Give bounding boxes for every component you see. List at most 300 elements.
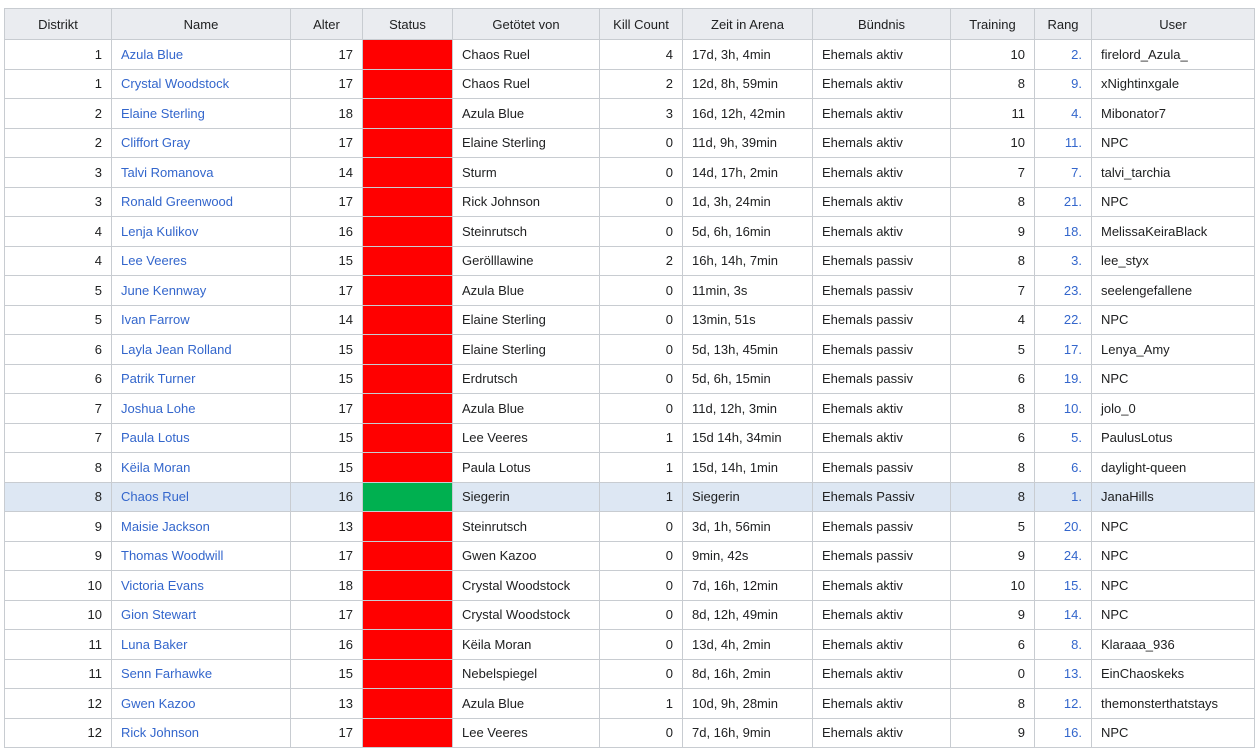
cell-killed-by: Chaos Ruel — [453, 69, 600, 99]
cell-time-in-arena: 16d, 12h, 42min — [683, 99, 813, 129]
cell-killed-by: Azula Blue — [453, 394, 600, 424]
cell-rank-link — [1035, 600, 1092, 630]
status-indicator-dead — [363, 659, 453, 689]
cell-name-link[interactable]: Victoria Evans — [121, 577, 204, 593]
status-indicator-dead — [363, 335, 453, 365]
col-header-rank[interactable]: Rang — [1035, 9, 1092, 40]
cell-name-link — [112, 305, 291, 335]
cell-alter: 15 — [291, 246, 363, 276]
cell-alter: 13 — [291, 689, 363, 719]
cell-name-link[interactable]: Elaine Sterling — [121, 105, 205, 121]
cell-killed-by: Rick Johnson — [453, 187, 600, 217]
cell-distrikt: 10 — [5, 600, 112, 630]
cell-training: 10 — [951, 128, 1035, 158]
col-header-time-in-arena[interactable]: Zeit in Arena — [683, 9, 813, 40]
cell-user: Klaraaa_936 — [1092, 630, 1255, 660]
cell-rank-link[interactable]: 9. — [1071, 76, 1082, 92]
cell-rank-link — [1035, 99, 1092, 129]
cell-time-in-arena: 14d, 17h, 2min — [683, 158, 813, 188]
cell-distrikt: 3 — [5, 158, 112, 188]
cell-user: Lenya_Amy — [1092, 335, 1255, 365]
cell-distrikt: 1 — [5, 69, 112, 99]
cell-rank-link — [1035, 158, 1092, 188]
cell-name-link — [112, 600, 291, 630]
cell-training: 5 — [951, 512, 1035, 542]
cell-name-link — [112, 335, 291, 365]
cell-distrikt: 11 — [5, 630, 112, 660]
cell-alliance: Ehemals aktiv — [813, 659, 951, 689]
cell-name-link[interactable]: June Kennway — [121, 282, 207, 298]
cell-time-in-arena: 11d, 9h, 39min — [683, 128, 813, 158]
cell-training: 7 — [951, 158, 1035, 188]
cell-rank-link[interactable]: 13. — [1063, 666, 1082, 682]
cell-training: 10 — [951, 571, 1035, 601]
cell-rank-link[interactable]: 4. — [1071, 105, 1082, 121]
table-row — [5, 541, 1255, 571]
cell-name-link — [112, 364, 291, 394]
cell-user: NPC — [1092, 128, 1255, 158]
cell-name-link — [112, 630, 291, 660]
cell-alter: 16 — [291, 217, 363, 247]
cell-training: 7 — [951, 276, 1035, 306]
cell-training: 6 — [951, 423, 1035, 453]
cell-user: xNightinxgale — [1092, 69, 1255, 99]
cell-rank-link — [1035, 128, 1092, 158]
status-indicator-dead — [363, 40, 453, 70]
col-header-kill-count[interactable]: Kill Count — [600, 9, 683, 40]
cell-alter: 17 — [291, 69, 363, 99]
cell-alliance: Ehemals aktiv — [813, 689, 951, 719]
cell-kill-count: 0 — [600, 364, 683, 394]
cell-distrikt: 9 — [5, 541, 112, 571]
cell-killed-by: Crystal Woodstock — [453, 571, 600, 601]
table-body — [5, 40, 1255, 748]
status-indicator-dead — [363, 276, 453, 306]
cell-time-in-arena: 15d 14h, 34min — [683, 423, 813, 453]
cell-training: 8 — [951, 187, 1035, 217]
cell-rank-link[interactable]: 24. — [1063, 548, 1082, 564]
cell-rank-link[interactable]: 3. — [1071, 253, 1082, 269]
cell-kill-count: 0 — [600, 335, 683, 365]
cell-kill-count: 2 — [600, 246, 683, 276]
cell-alliance: Ehemals passiv — [813, 246, 951, 276]
cell-alliance: Ehemals passiv — [813, 335, 951, 365]
cell-name-link — [112, 246, 291, 276]
status-indicator-dead — [363, 600, 453, 630]
cell-training: 0 — [951, 659, 1035, 689]
cell-alliance: Ehemals passiv — [813, 541, 951, 571]
table-row — [5, 423, 1255, 453]
table-row — [5, 187, 1255, 217]
cell-rank-link — [1035, 217, 1092, 247]
status-indicator-dead — [363, 512, 453, 542]
cell-alter: 15 — [291, 335, 363, 365]
table-row — [5, 99, 1255, 129]
col-header-killed-by[interactable]: Getötet von — [453, 9, 600, 40]
table-row — [5, 158, 1255, 188]
cell-alliance: Ehemals aktiv — [813, 187, 951, 217]
cell-kill-count: 0 — [600, 571, 683, 601]
cell-distrikt: 9 — [5, 512, 112, 542]
cell-name-link[interactable]: Maisie Jackson — [121, 518, 210, 534]
status-indicator-dead — [363, 99, 453, 129]
cell-time-in-arena: 10d, 9h, 28min — [683, 689, 813, 719]
cell-training: 10 — [951, 40, 1035, 70]
cell-alliance: Ehemals passiv — [813, 512, 951, 542]
cell-time-in-arena: Siegerin — [683, 482, 813, 512]
col-header-alliance[interactable]: Bündnis — [813, 9, 951, 40]
cell-name-link — [112, 158, 291, 188]
cell-name-link — [112, 453, 291, 483]
cell-alliance: Ehemals aktiv — [813, 571, 951, 601]
cell-rank-link[interactable]: 1. — [1071, 489, 1082, 505]
cell-name-link — [112, 423, 291, 453]
cell-distrikt: 6 — [5, 364, 112, 394]
cell-rank-link — [1035, 246, 1092, 276]
cell-time-in-arena: 17d, 3h, 4min — [683, 40, 813, 70]
cell-rank-link — [1035, 423, 1092, 453]
cell-alliance: Ehemals aktiv — [813, 217, 951, 247]
cell-rank-link[interactable]: 12. — [1063, 695, 1082, 711]
cell-kill-count: 0 — [600, 600, 683, 630]
cell-alter: 17 — [291, 276, 363, 306]
cell-time-in-arena: 5d, 6h, 15min — [683, 364, 813, 394]
cell-rank-link — [1035, 187, 1092, 217]
cell-distrikt: 8 — [5, 482, 112, 512]
cell-kill-count: 0 — [600, 187, 683, 217]
cell-rank-link — [1035, 630, 1092, 660]
status-indicator-dead — [363, 305, 453, 335]
cell-name-link[interactable]: Joshua Lohe — [121, 400, 196, 416]
cell-distrikt: 6 — [5, 335, 112, 365]
cell-alter: 14 — [291, 158, 363, 188]
cell-kill-count: 0 — [600, 394, 683, 424]
status-indicator-dead — [363, 571, 453, 601]
col-header-alter[interactable]: Alter — [291, 9, 363, 40]
cell-name-link — [112, 276, 291, 306]
cell-name-link[interactable]: Luna Baker — [121, 636, 188, 652]
cell-killed-by: Steinrutsch — [453, 217, 600, 247]
cell-name-link — [112, 187, 291, 217]
cell-user: PaulusLotus — [1092, 423, 1255, 453]
cell-rank-link — [1035, 571, 1092, 601]
status-indicator-dead — [363, 128, 453, 158]
cell-user: EinChaoskeks — [1092, 659, 1255, 689]
cell-killed-by: Azula Blue — [453, 99, 600, 129]
cell-name-link[interactable]: Azula Blue — [121, 46, 184, 62]
cell-kill-count: 1 — [600, 689, 683, 719]
cell-kill-count: 4 — [600, 40, 683, 70]
cell-time-in-arena: 8d, 16h, 2min — [683, 659, 813, 689]
cell-training: 8 — [951, 394, 1035, 424]
cell-rank-link[interactable]: 17. — [1063, 341, 1082, 357]
table-row — [5, 571, 1255, 601]
cell-name-link[interactable]: Lenja Kulikov — [121, 223, 199, 239]
status-indicator-dead — [363, 217, 453, 247]
cell-killed-by: Crystal Woodstock — [453, 600, 600, 630]
cell-alliance: Ehemals aktiv — [813, 69, 951, 99]
cell-time-in-arena: 13min, 51s — [683, 305, 813, 335]
cell-rank-link[interactable]: 22. — [1063, 312, 1082, 328]
cell-name-link — [112, 718, 291, 748]
cell-rank-link[interactable]: 18. — [1063, 223, 1082, 239]
cell-training: 9 — [951, 718, 1035, 748]
cell-alter: 15 — [291, 364, 363, 394]
cell-time-in-arena: 5d, 6h, 16min — [683, 217, 813, 247]
cell-alliance: Ehemals Passiv — [813, 482, 951, 512]
cell-time-in-arena: 11d, 12h, 3min — [683, 394, 813, 424]
cell-user: MelissaKeiraBlack — [1092, 217, 1255, 247]
cell-killed-by: Elaine Sterling — [453, 335, 600, 365]
cell-killed-by: Chaos Ruel — [453, 40, 600, 70]
cell-alter: 17 — [291, 128, 363, 158]
table-row — [5, 630, 1255, 660]
cell-time-in-arena: 9min, 42s — [683, 541, 813, 571]
cell-time-in-arena: 16h, 14h, 7min — [683, 246, 813, 276]
cell-rank-link — [1035, 305, 1092, 335]
table-row — [5, 364, 1255, 394]
cell-rank-link — [1035, 40, 1092, 70]
status-indicator-dead — [363, 630, 453, 660]
cell-rank-link[interactable]: 10. — [1063, 400, 1082, 416]
cell-user: NPC — [1092, 600, 1255, 630]
cell-name-link[interactable]: Senn Farhawke — [121, 666, 213, 682]
cell-distrikt: 3 — [5, 187, 112, 217]
cell-kill-count: 1 — [600, 482, 683, 512]
cell-user: seelengefallene — [1092, 276, 1255, 306]
cell-time-in-arena: 7d, 16h, 12min — [683, 571, 813, 601]
cell-name-link[interactable]: Ronald Greenwood — [121, 194, 234, 210]
cell-name-link[interactable]: Lee Veeres — [121, 253, 187, 269]
cell-time-in-arena: 7d, 16h, 9min — [683, 718, 813, 748]
cell-killed-by: Sturm — [453, 158, 600, 188]
cell-killed-by: Këila Moran — [453, 630, 600, 660]
cell-alter: 15 — [291, 659, 363, 689]
cell-training: 8 — [951, 482, 1035, 512]
cell-alliance: Ehemals aktiv — [813, 99, 951, 129]
cell-name-link — [112, 659, 291, 689]
cell-alliance: Ehemals passiv — [813, 305, 951, 335]
cell-name-link — [112, 69, 291, 99]
table-row — [5, 659, 1255, 689]
cell-training: 6 — [951, 630, 1035, 660]
cell-distrikt: 12 — [5, 689, 112, 719]
cell-kill-count: 0 — [600, 512, 683, 542]
cell-kill-count: 0 — [600, 158, 683, 188]
cell-rank-link[interactable]: 11. — [1064, 135, 1082, 151]
cell-name-link[interactable]: Cliffort Gray — [121, 135, 191, 151]
cell-name-link[interactable]: Patrik Turner — [121, 371, 196, 387]
cell-user: daylight-queen — [1092, 453, 1255, 483]
cell-kill-count: 0 — [600, 630, 683, 660]
cell-name-link[interactable]: Paula Lotus — [121, 430, 190, 446]
cell-killed-by: Paula Lotus — [453, 453, 600, 483]
cell-user: firelord_Azula_ — [1092, 40, 1255, 70]
cell-user: themonsterthatstays — [1092, 689, 1255, 719]
cell-time-in-arena: 15d, 14h, 1min — [683, 453, 813, 483]
status-indicator-dead — [363, 69, 453, 99]
cell-name-link[interactable]: Ivan Farrow — [121, 312, 190, 328]
cell-kill-count: 0 — [600, 718, 683, 748]
cell-training: 11 — [951, 99, 1035, 129]
cell-alliance: Ehemals passiv — [813, 364, 951, 394]
cell-rank-link[interactable]: 6. — [1071, 459, 1082, 475]
cell-user: NPC — [1092, 187, 1255, 217]
cell-user: JanaHills — [1092, 482, 1255, 512]
cell-name-link — [112, 40, 291, 70]
cell-killed-by: Azula Blue — [453, 276, 600, 306]
cell-name-link[interactable]: Gion Stewart — [121, 607, 197, 623]
cell-name-link[interactable]: Crystal Woodstock — [121, 76, 230, 92]
cell-name-link[interactable]: Këila Moran — [121, 459, 191, 475]
cell-name-link — [112, 541, 291, 571]
cell-user: Mibonator7 — [1092, 99, 1255, 129]
col-header-status[interactable]: Status — [363, 9, 453, 40]
cell-training: 9 — [951, 541, 1035, 571]
cell-training: 5 — [951, 335, 1035, 365]
cell-user: NPC — [1092, 305, 1255, 335]
cell-rank-link — [1035, 541, 1092, 571]
cell-training: 9 — [951, 600, 1035, 630]
status-indicator-dead — [363, 187, 453, 217]
cell-distrikt: 5 — [5, 305, 112, 335]
cell-training: 8 — [951, 69, 1035, 99]
cell-distrikt: 2 — [5, 99, 112, 129]
cell-rank-link[interactable]: 20. — [1063, 518, 1082, 534]
cell-kill-count: 3 — [600, 99, 683, 129]
cell-name-link[interactable]: Gwen Kazoo — [121, 695, 196, 711]
cell-training: 8 — [951, 689, 1035, 719]
cell-time-in-arena: 12d, 8h, 59min — [683, 69, 813, 99]
cell-alter: 15 — [291, 453, 363, 483]
cell-name-link — [112, 394, 291, 424]
cell-alliance: Ehemals passiv — [813, 276, 951, 306]
cell-rank-link[interactable]: 23. — [1063, 282, 1082, 298]
cell-training: 8 — [951, 453, 1035, 483]
cell-time-in-arena: 13d, 4h, 2min — [683, 630, 813, 660]
cell-rank-link[interactable]: 5. — [1071, 430, 1082, 446]
cell-alter: 14 — [291, 305, 363, 335]
cell-name-link — [112, 99, 291, 129]
cell-killed-by: Steinrutsch — [453, 512, 600, 542]
cell-alliance: Ehemals aktiv — [813, 718, 951, 748]
cell-rank-link[interactable]: 2. — [1071, 46, 1082, 62]
table-row — [5, 453, 1255, 483]
cell-rank-link — [1035, 364, 1092, 394]
cell-alliance: Ehemals aktiv — [813, 158, 951, 188]
cell-name-link[interactable]: Rick Johnson — [121, 725, 200, 741]
cell-user: NPC — [1092, 512, 1255, 542]
col-header-user[interactable]: User — [1092, 9, 1255, 40]
cell-alter: 17 — [291, 394, 363, 424]
tributes-table — [4, 8, 1255, 748]
cell-user: NPC — [1092, 571, 1255, 601]
cell-rank-link[interactable]: 16. — [1063, 725, 1082, 741]
cell-time-in-arena: 1d, 3h, 24min — [683, 187, 813, 217]
col-header-distrikt[interactable]: Distrikt — [5, 9, 112, 40]
cell-alliance: Ehemals aktiv — [813, 128, 951, 158]
cell-distrikt: 7 — [5, 394, 112, 424]
status-indicator-dead — [363, 364, 453, 394]
cell-alter: 15 — [291, 423, 363, 453]
cell-name-link — [112, 482, 291, 512]
cell-rank-link[interactable]: 15. — [1063, 577, 1082, 593]
cell-alliance: Ehemals aktiv — [813, 600, 951, 630]
cell-distrikt: 1 — [5, 40, 112, 70]
cell-user: jolo_0 — [1092, 394, 1255, 424]
status-indicator-dead — [363, 246, 453, 276]
cell-rank-link — [1035, 659, 1092, 689]
cell-alter: 18 — [291, 571, 363, 601]
cell-rank-link[interactable]: 21. — [1063, 194, 1082, 210]
cell-rank-link — [1035, 482, 1092, 512]
cell-time-in-arena: 3d, 1h, 56min — [683, 512, 813, 542]
cell-user: talvi_tarchia — [1092, 158, 1255, 188]
cell-rank-link[interactable]: 7. — [1071, 164, 1082, 180]
cell-alter: 17 — [291, 40, 363, 70]
cell-distrikt: 5 — [5, 276, 112, 306]
table-row — [5, 394, 1255, 424]
cell-rank-link[interactable]: 19. — [1063, 371, 1082, 387]
cell-name-link[interactable]: Layla Jean Rolland — [121, 341, 232, 357]
cell-distrikt: 10 — [5, 571, 112, 601]
table-row — [5, 276, 1255, 306]
cell-rank-link — [1035, 512, 1092, 542]
cell-name-link — [112, 512, 291, 542]
cell-rank-link — [1035, 718, 1092, 748]
table-row — [5, 600, 1255, 630]
cell-alliance: Ehemals aktiv — [813, 630, 951, 660]
cell-killed-by: Lee Veeres — [453, 718, 600, 748]
cell-distrikt: 7 — [5, 423, 112, 453]
cell-name-link[interactable]: Talvi Romanova — [121, 164, 214, 180]
cell-distrikt: 12 — [5, 718, 112, 748]
status-indicator-dead — [363, 689, 453, 719]
cell-rank-link — [1035, 276, 1092, 306]
cell-alliance: Ehemals aktiv — [813, 394, 951, 424]
cell-rank-link[interactable]: 14. — [1063, 607, 1082, 623]
cell-alliance: Ehemals aktiv — [813, 423, 951, 453]
cell-killed-by: Gwen Kazoo — [453, 541, 600, 571]
table-row — [5, 689, 1255, 719]
cell-kill-count: 1 — [600, 453, 683, 483]
cell-killed-by: Siegerin — [453, 482, 600, 512]
status-indicator-dead — [363, 541, 453, 571]
cell-alter: 16 — [291, 630, 363, 660]
table-row — [5, 217, 1255, 247]
cell-alliance: Ehemals aktiv — [813, 40, 951, 70]
cell-rank-link — [1035, 335, 1092, 365]
cell-name-link[interactable]: Thomas Woodwill — [121, 548, 224, 564]
cell-name-link — [112, 571, 291, 601]
status-indicator-dead — [363, 394, 453, 424]
cell-kill-count: 0 — [600, 305, 683, 335]
cell-name-link[interactable]: Chaos Ruel — [121, 489, 189, 505]
table-row — [5, 246, 1255, 276]
table-row — [5, 305, 1255, 335]
cell-alliance: Ehemals passiv — [813, 453, 951, 483]
cell-rank-link[interactable]: 8. — [1071, 636, 1082, 652]
cell-distrikt: 4 — [5, 217, 112, 247]
cell-name-link — [112, 217, 291, 247]
cell-alter: 18 — [291, 99, 363, 129]
cell-distrikt: 2 — [5, 128, 112, 158]
col-header-name[interactable]: Name — [112, 9, 291, 40]
cell-training: 4 — [951, 305, 1035, 335]
cell-rank-link — [1035, 394, 1092, 424]
col-header-training[interactable]: Training — [951, 9, 1035, 40]
cell-alter: 17 — [291, 600, 363, 630]
